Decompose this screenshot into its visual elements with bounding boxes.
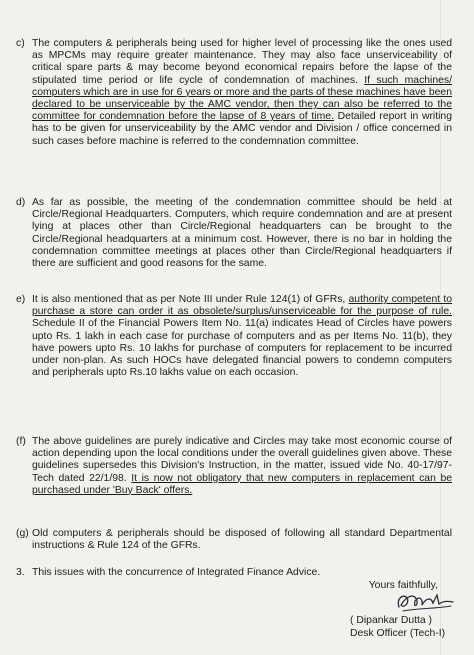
handwritten-signature [393,589,465,615]
paragraph-d [16,197,452,270]
paragraph-f [16,436,452,497]
paragraph-e [16,294,453,379]
paragraph-c-text-a: The computers & peripherals being used for higher level of processing like the ones used as MPCMs may require greater maintenance. They may also face unserviceability of critical spare parts & may become beyond economical repairs before the lapse of the stipulated time period or life cycle of condemnation of machines. [32,38,452,86]
paragraph-3 [16,567,452,579]
paragraph-d-label: d) [16,197,26,208]
signatory-block [350,614,445,640]
paragraph-c-underlined: If such machines/ computers which are in use for 6 years or more and the parts of these machines have been declared to be unserviceable by the AMC vendor, then they can also be referred to the committee for condemnation before the lapse of 8 years of time. [32,74,452,123]
paragraph-g [16,528,452,552]
paragraph-c-label: c) [16,38,25,49]
paragraph-g-text: Old computers & peripherals should be disposed of following all standard Departmental instructions & Rule 124 of the GFRs. [32,528,452,552]
signatory-name: ( Dipankar Dutta ) [350,615,432,626]
paragraph-f-text-a: The above guidelines are purely indicative and Circles may take most economic course of action depending upon the local conditions under the overall guidelines given above. These guidelines supersedes this Division's Instruction, in the matter, issued vide No. 40-17/97-Tech dated 22/1/98. [32,436,452,484]
paragraph-e-underlined: authority competent to purchase a store can order it as obsolete/surplus/unserviceable for the purpose of rule. [32,294,453,318]
paragraph-c-text-b: Detailed report in writing has to be given for unserviceability by the AMC vendor and Division / office concerned in such cases before machine is referred to the condemnation committee. [32,111,452,147]
paragraph-d-text: As far as possible, the meeting of the condemnation committee should be held at Circle/Regional Headquarters. Computers, which require condemnation and are at present lying at places other than Circle/Regional headquarters can be brought to the Circle/Regional headquarters at a minimum cost. However, there is no bar in holding the condemnation committee meetings at places other than Circle/Regional headquarters if there are sufficient and good reasons for the same. [32,197,452,270]
paragraph-e-text-a: It is also mentioned that as per Note III under Rule 124(1) of GFRs, [32,294,349,305]
closing-salutation: Yours faithfully, [368,580,438,591]
paragraph-e-text-b: Schedule II of the Financial Powers Item No. 11(a) indicates Head of Circles have powers upto Rs. 1 lakh in each case for purchase of computers and as per Items No. 11(b), they have powers upto Rs. 10 lakhs for purchase of computers for replacement to be incurred under non-plan. As such HOCs have delegated financial powers to condemn computers and peripherals upto Rs.10 lakhs value on each occasion. [32,318,452,379]
paragraph-g-label: (g) [16,528,29,539]
paragraph-c [16,38,452,148]
paragraph-3-label: 3. [16,567,25,578]
paragraph-f-underlined: It is now not obligatory that new computers in replacement can be purchased under 'Buy Back' offers. [32,472,452,496]
paragraph-3-text: This issues with the concurrence of Integrated Finance Advice. [32,567,321,578]
signatory-designation: Desk Officer (Tech-I) [350,628,446,639]
paragraph-f-label: (f) [16,436,26,447]
paragraph-e-label: e) [16,294,26,305]
